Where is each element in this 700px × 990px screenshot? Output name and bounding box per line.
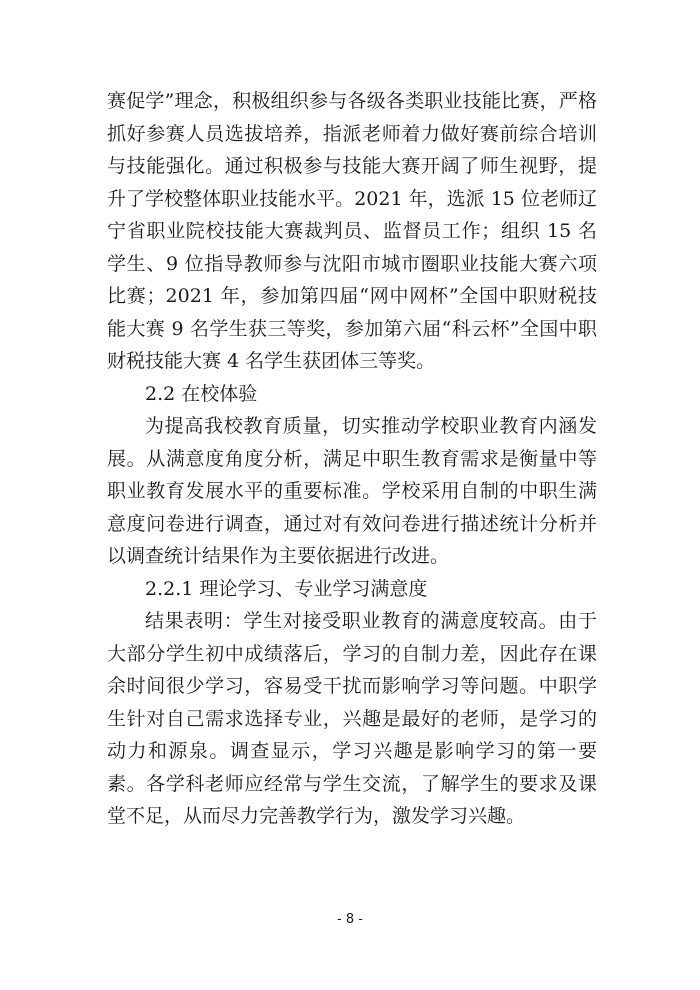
paragraph-education-quality: 为提高我校教育质量，切实推动学校职业教育内涵发展。从满意度角度分析，满足中职生教育需求是衡量中等职业教育发展水平的重要标准。学校采用自制的中职生满意度问卷进行调查，通过对有效问卷进行描述统计分析并以调查统计结果作为主要依据进行改进。 — [107, 415, 597, 567]
page-number: - 8 - — [337, 912, 363, 927]
paragraph-competition: 赛促学”理念，积极组织参与各级各类职业技能比赛，严格抓好参赛人员选拔培养，指派老师着力做好赛前综合培训与技能强化。通过积极参与技能大赛开阔了师生视野，提升了学校整体职业技能水平。2021 年，选派 15 位老师辽宁省职业院校技能大赛裁判员、监督员工作；组织 15 名学生、9 位指导教师参与沈阳市城市圈职业技能大赛六项比赛；2021 年，参加第四届“网中网杯”全国中职财税技能大赛 9 名学生获三等奖，参加第六届“科云杯”全国中职财税技能大赛 4 名学生获团体三等奖。 — [107, 90, 597, 372]
section-heading-2-2-1: 2.2.1 理论学习、专业学习满意度 — [145, 577, 428, 600]
document-page — [107, 85, 597, 833]
paragraph-survey-results: 结果表明：学生对接受职业教育的满意度较高。由于大部分学生初中成绩落后，学习的自制力差，因此存在课余时间很少学习，容易受干扰而影响学习等问题。中职学生针对自己需求选择专业，兴趣是最好的老师，是学习的动力和源泉。调查显示，学习兴趣是影响学习的第一要素。各学科老师应经常与学生交流，了解学生的要求及课堂不足，从而尽力完善教学行为，激发学习兴趣。 — [107, 610, 597, 827]
section-heading-2-2: 2.2 在校体验 — [145, 382, 258, 405]
